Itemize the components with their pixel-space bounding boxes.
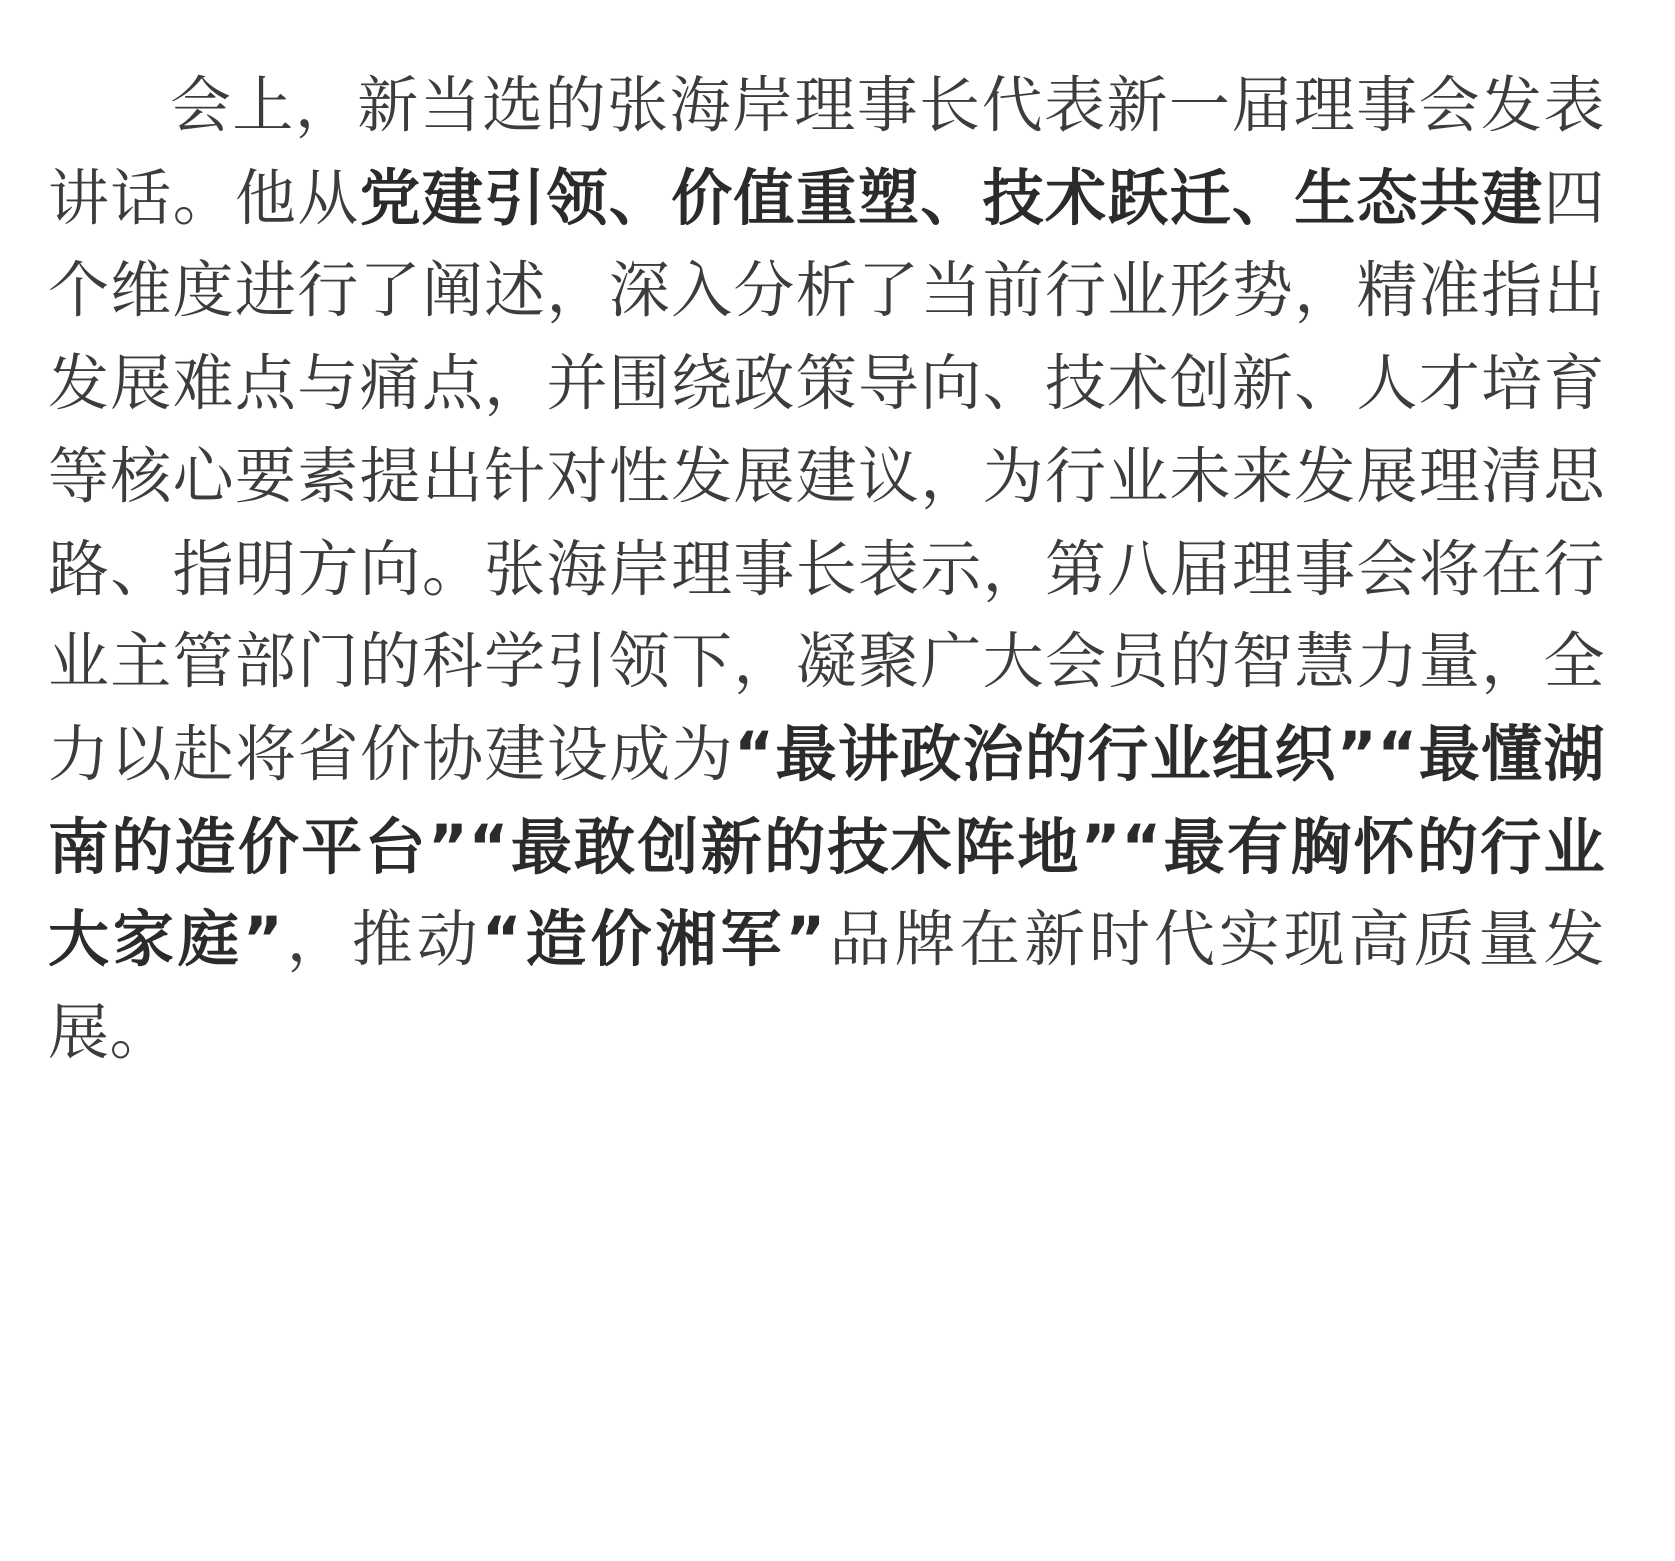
paragraph-main: [48, 60, 1605, 1080]
paragraph-segment-bold-dimensions: 党建引领、价值重塑、技术跃迁、生态共建: [359, 162, 1544, 234]
paragraph-segment-bold-slogans: “最讲政治的行业组织”“最懂湖南的造价平台”“最敢创新的技术阵地”“最有胸怀的行业大家庭”: [48, 719, 1605, 976]
paragraph-segment-plain-4: 品牌在新时代实现高质量发展。: [48, 904, 1605, 1069]
article-body: [48, 60, 1605, 1080]
paragraph-segment-plain-1: 会上，新当选的张海岸理事长代表新一届理事会发表讲话。他从: [48, 70, 1605, 234]
paragraph-segment-plain-3: ，推动: [283, 904, 482, 976]
paragraph-segment-plain-2: 四个维度进行了阐述，深入分析了当前行业形势，精准指出发展难点与痛点，并围绕政策导向、技术创新、人才培育等核心要素提出针对性发展建议，为行业未来发展理清思路、指明方向。张海岸理事长表示，第八届理事会将在行业主管部门的科学引领下，凝聚广大会员的智慧力量，全力以赴将省价协建设成为: [48, 162, 1605, 791]
paragraph-segment-bold-brand: “造价湘军”: [481, 904, 826, 976]
